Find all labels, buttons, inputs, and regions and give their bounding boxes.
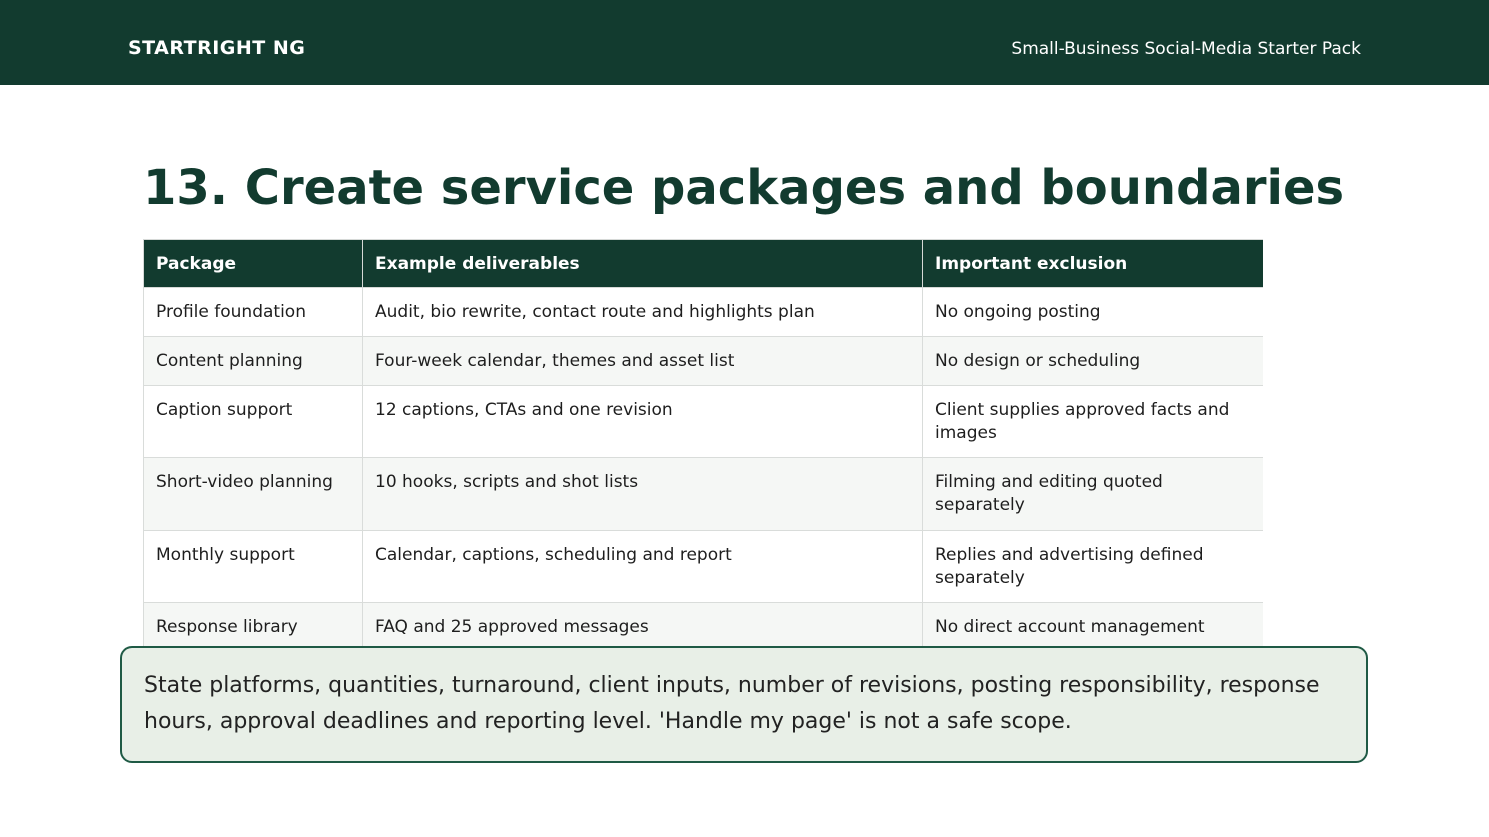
column-header-exclusion: Important exclusion xyxy=(923,240,1264,288)
packages-table xyxy=(143,239,1263,647)
table-row xyxy=(144,458,1264,531)
table-header-row xyxy=(144,240,1264,288)
packages-table-container xyxy=(143,239,1263,647)
package-cell: Monthly support xyxy=(144,531,363,603)
deliverables-cell: 10 hooks, scripts and shot lists xyxy=(363,458,923,531)
table-row xyxy=(144,288,1264,337)
exclusion-cell: Filming and editing quoted separately xyxy=(923,458,1264,531)
package-cell: Short-video planning xyxy=(144,458,363,531)
page-title: 13. Create service packages and boundaries xyxy=(143,160,1345,216)
deliverables-cell: Calendar, captions, scheduling and report xyxy=(363,531,923,603)
scope-note-text: State platforms, quantities, turnaround, client inputs, number of revisions, posting responsibility, response hours, approval deadlines and reporting level. 'Handle my page' is not a safe scope. xyxy=(144,673,1320,734)
package-cell: Response library xyxy=(144,603,363,648)
exclusion-cell: Client supplies approved facts and images xyxy=(923,386,1264,458)
table-row xyxy=(144,603,1264,648)
table-row xyxy=(144,531,1264,603)
exclusion-cell: Replies and advertising defined separately xyxy=(923,531,1264,603)
exclusion-cell: No ongoing posting xyxy=(923,288,1264,337)
deliverables-cell: FAQ and 25 approved messages xyxy=(363,603,923,648)
scope-note-callout xyxy=(120,646,1368,763)
package-cell: Profile foundation xyxy=(144,288,363,337)
header-tagline: Small-Business Social-Media Starter Pack xyxy=(1011,39,1361,59)
package-cell: Caption support xyxy=(144,386,363,458)
column-header-deliverables: Example deliverables xyxy=(363,240,923,288)
column-header-package: Package xyxy=(144,240,363,288)
exclusion-cell: No design or scheduling xyxy=(923,337,1264,386)
brand-name: STARTRIGHT NG xyxy=(128,37,306,59)
deliverables-cell: 12 captions, CTAs and one revision xyxy=(363,386,923,458)
deliverables-cell: Audit, bio rewrite, contact route and highlights plan xyxy=(363,288,923,337)
table-row xyxy=(144,337,1264,386)
table-row xyxy=(144,386,1264,458)
package-cell: Content planning xyxy=(144,337,363,386)
deliverables-cell: Four-week calendar, themes and asset list xyxy=(363,337,923,386)
top-bar xyxy=(0,0,1489,85)
exclusion-cell: No direct account management xyxy=(923,603,1264,648)
